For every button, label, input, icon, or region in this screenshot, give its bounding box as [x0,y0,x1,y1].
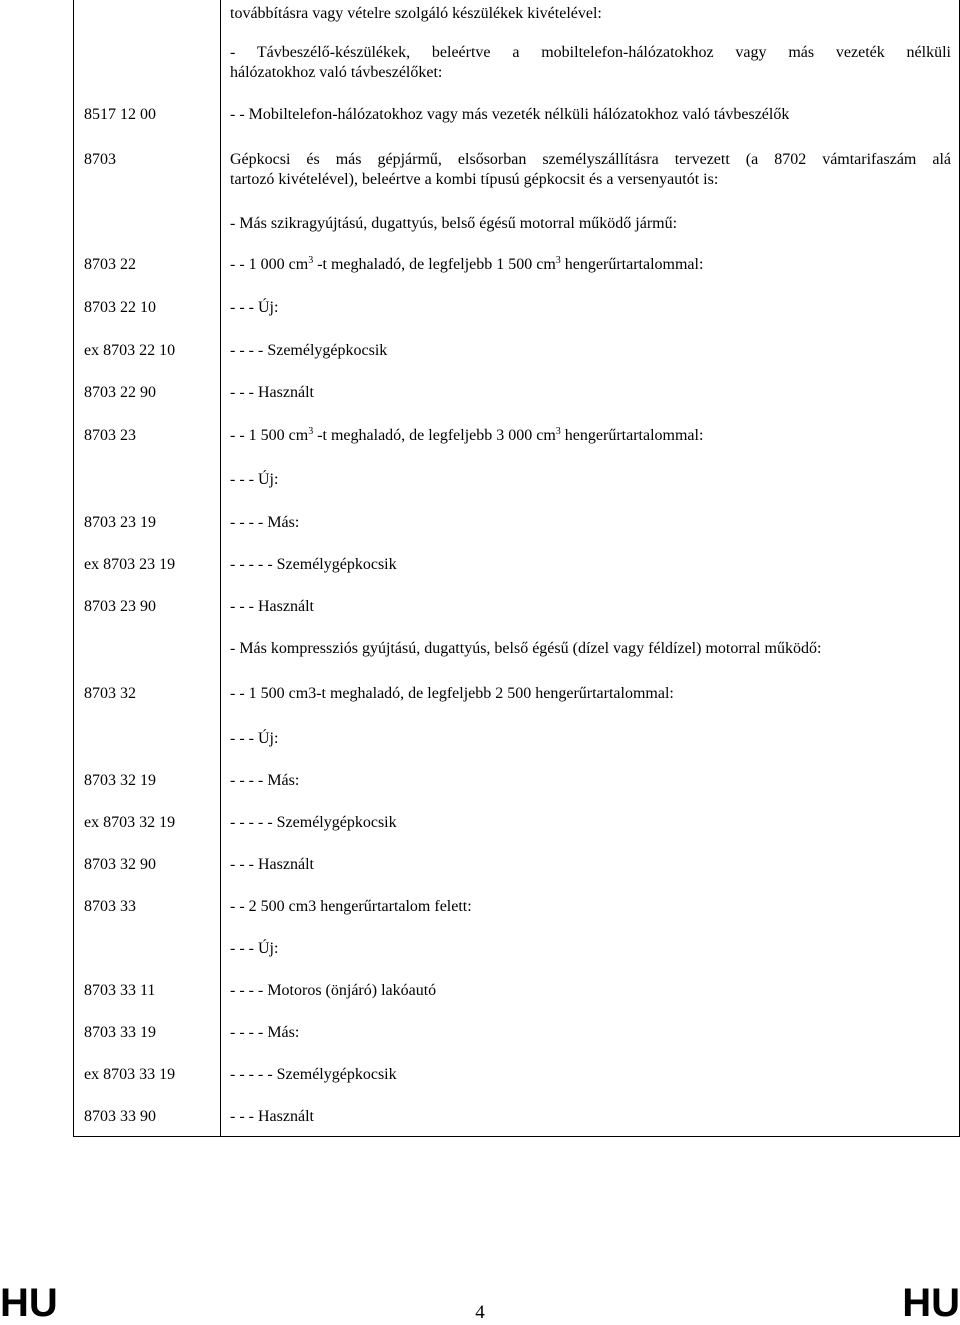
row-description: - - - Használt [230,384,314,401]
tariff-code: 8703 23 [84,427,136,444]
row-description: - - 2 500 cm3 hengerűrtartalom felett: [230,898,472,915]
row-description: - - - Új: [230,299,279,316]
superscript: 3 [308,255,314,266]
description-text: hengerűrtartalommal: [560,427,704,444]
row-description: - - - - - Személygépkocsik [230,556,397,573]
column-divider [220,0,221,1136]
row-description: továbbításra vagy vételre szolgáló készülékek kivételével: [230,5,602,22]
row-description: - - - Új: [230,730,279,747]
description-text: - - 1 500 cm [230,427,309,444]
tariff-table [73,0,960,1137]
tariff-code: 8703 23 19 [84,514,156,531]
row-description: - - Mobiltelefon-hálózatokhoz vagy más vezeték nélküli hálózatokhoz való távbeszélők [230,106,790,123]
tariff-code: 8703 [84,151,116,168]
page-number: 4 [475,1302,485,1323]
footer-language-code-left: HU [0,1281,58,1325]
row-description [230,43,951,83]
row-description: - - - Használt [230,598,314,615]
row-description [230,426,951,446]
superscript: 3 [308,426,314,437]
footer-language-code-right: HU [902,1281,960,1325]
tariff-code: 8517 12 00 [84,106,156,123]
description-text: -t meghaladó, de legfeljebb 1 500 cm [313,256,556,273]
row-description: - - - - - Személygépkocsik [230,1066,397,1083]
row-description [230,150,951,190]
tariff-code: 8703 33 11 [84,982,156,999]
tariff-code: ex 8703 33 19 [84,1066,176,1083]
row-description: - - - Használt [230,856,314,873]
tariff-code: 8703 32 [84,685,136,702]
tariff-code: 8703 22 10 [84,299,156,316]
row-description [230,255,951,275]
description-line: - Távbeszélő-készülékek, beleértve a mobiltelefon-hálózatokhoz vagy más vezeték nélküli [230,44,951,61]
tariff-code: 8703 33 19 [84,1024,156,1041]
row-description: - - - - Más: [230,1024,300,1041]
row-description: - - - Új: [230,940,279,957]
row-description: - - 1 500 cm3-t meghaladó, de legfeljebb 2 500 hengerűrtartalommal: [230,685,674,702]
description-line: hálózatokhoz való távbeszélőket: [230,64,443,81]
tariff-code: ex 8703 22 10 [84,342,176,359]
row-description: - - - Használt [230,1108,314,1125]
row-description: - - - Új: [230,471,279,488]
tariff-code: 8703 32 90 [84,856,156,873]
description-text: - - 1 000 cm [230,256,309,273]
row-description: - - - - Más: [230,514,300,531]
row-description: - Más szikragyújtású, dugattyús, belső égésű motorral működő jármű: [230,215,678,232]
tariff-code: ex 8703 23 19 [84,556,176,573]
row-description: - - - - Motoros (önjáró) lakóautó [230,982,437,999]
description-text: -t meghaladó, de legfeljebb 3 000 cm [313,427,556,444]
row-description: - - - - - Személygépkocsik [230,814,397,831]
tariff-code: 8703 33 90 [84,1108,156,1125]
row-description: - - - - Más: [230,772,300,789]
tariff-code: 8703 22 90 [84,384,156,401]
superscript: 3 [555,426,561,437]
description-line: tartozó kivételével), beleértve a kombi típusú gépkocsit és a versenyautót is: [230,171,719,188]
tariff-code: 8703 22 [84,256,136,273]
row-description: - - - - Személygépkocsik [230,342,388,359]
row-description: - Más kompressziós gyújtású, dugattyús, belső égésű (dízel vagy féldízel) motorral működő: [230,640,822,657]
description-line: Gépkocsi és más gépjármű, elsősorban személyszállításra tervezett (a 8702 vámtarifaszám alá [230,151,951,168]
description-text: hengerűrtartalommal: [560,256,704,273]
tariff-code: 8703 33 [84,898,136,915]
tariff-code: 8703 32 19 [84,772,156,789]
superscript: 3 [555,255,561,266]
tariff-code: 8703 23 90 [84,598,156,615]
tariff-code: ex 8703 32 19 [84,814,176,831]
